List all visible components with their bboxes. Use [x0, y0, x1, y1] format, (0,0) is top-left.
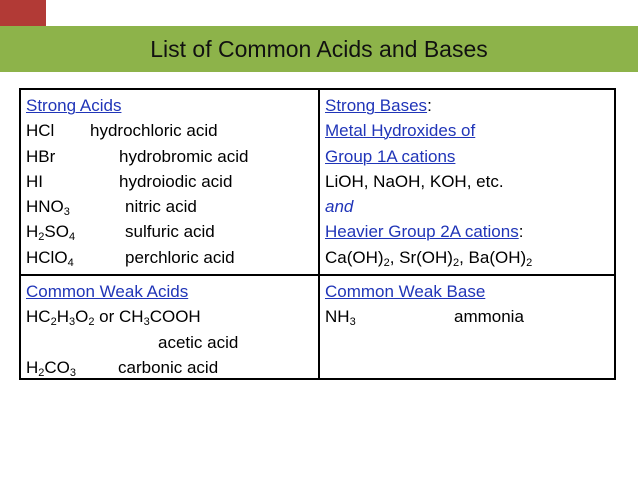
acid-row: [26, 118, 316, 143]
acid-name: nitric acid: [125, 197, 197, 217]
heading-colon: :: [427, 96, 432, 115]
top-strip: [0, 0, 638, 26]
acid-name: sulfuric acid: [125, 222, 215, 242]
slide-title: List of Common Acids and Bases: [150, 35, 488, 62]
acid-formula: HClO$_4$: [26, 247, 74, 269]
strong-acids-cell: [26, 93, 316, 270]
acid-formula: $H_2SO_4$: [26, 222, 76, 244]
ammonia-name: ammonia: [454, 307, 524, 327]
acids-bases-table: [19, 88, 616, 380]
strong-bases-heading: Strong Bases: [325, 96, 428, 115]
acid-row: [26, 355, 316, 380]
weak-acids-cell: [26, 279, 316, 380]
group-2a-line: Heavier Group 2A cations: [325, 222, 519, 242]
group-2a-colon: :: [518, 222, 524, 242]
acid-name: hydroiodic acid: [119, 171, 233, 191]
strong-bases-cell: [325, 93, 613, 270]
acid-formula: $HNO_3$: [26, 197, 70, 219]
row-divider: [21, 274, 614, 276]
and-connector: and: [325, 197, 354, 217]
accent-square: [0, 0, 46, 26]
group-1a-examples: LiOH, NaOH, KOH, etc.: [325, 171, 504, 191]
acid-name: perchloric acid: [125, 247, 235, 267]
acid-name: hydrobromic acid: [119, 146, 249, 166]
acid-row: [26, 144, 316, 169]
acetic-acid-name: acetic acid: [158, 332, 239, 352]
acid-formula: HI: [26, 171, 43, 191]
strong-acids-heading: Strong Acids: [26, 96, 122, 115]
acid-name: hydrochloric acid: [90, 121, 218, 141]
group-1a-line: Group 1A cations: [325, 146, 456, 166]
acid-row: [26, 245, 316, 270]
acid-formula: HCl: [26, 121, 55, 141]
acid-row: [26, 169, 316, 194]
acetic-acid-formula: $HC_2H_3O_2$ or $CH_3COOH$: [26, 307, 201, 329]
metal-hydroxides-line: Metal Hydroxides of: [325, 121, 476, 141]
acid-row: [26, 219, 316, 244]
title-bar: [0, 26, 638, 72]
carbonic-acid-formula: $H_2CO_3$: [26, 357, 77, 379]
base-row: [325, 304, 613, 329]
weak-acids-heading: Common Weak Acids: [26, 282, 189, 301]
acid-formula: HBr: [26, 146, 56, 166]
column-divider: [318, 90, 320, 378]
carbonic-acid-name: carbonic acid: [118, 357, 219, 377]
weak-base-heading: Common Weak Base: [325, 282, 486, 301]
ammonia-formula: $NH_3$: [325, 307, 356, 329]
group-2a-examples: $Ca(OH)_2$, $Sr(OH)_2$, $Ba(OH)_2$: [325, 247, 533, 269]
weak-base-cell: [325, 279, 613, 330]
acid-row: [26, 194, 316, 219]
